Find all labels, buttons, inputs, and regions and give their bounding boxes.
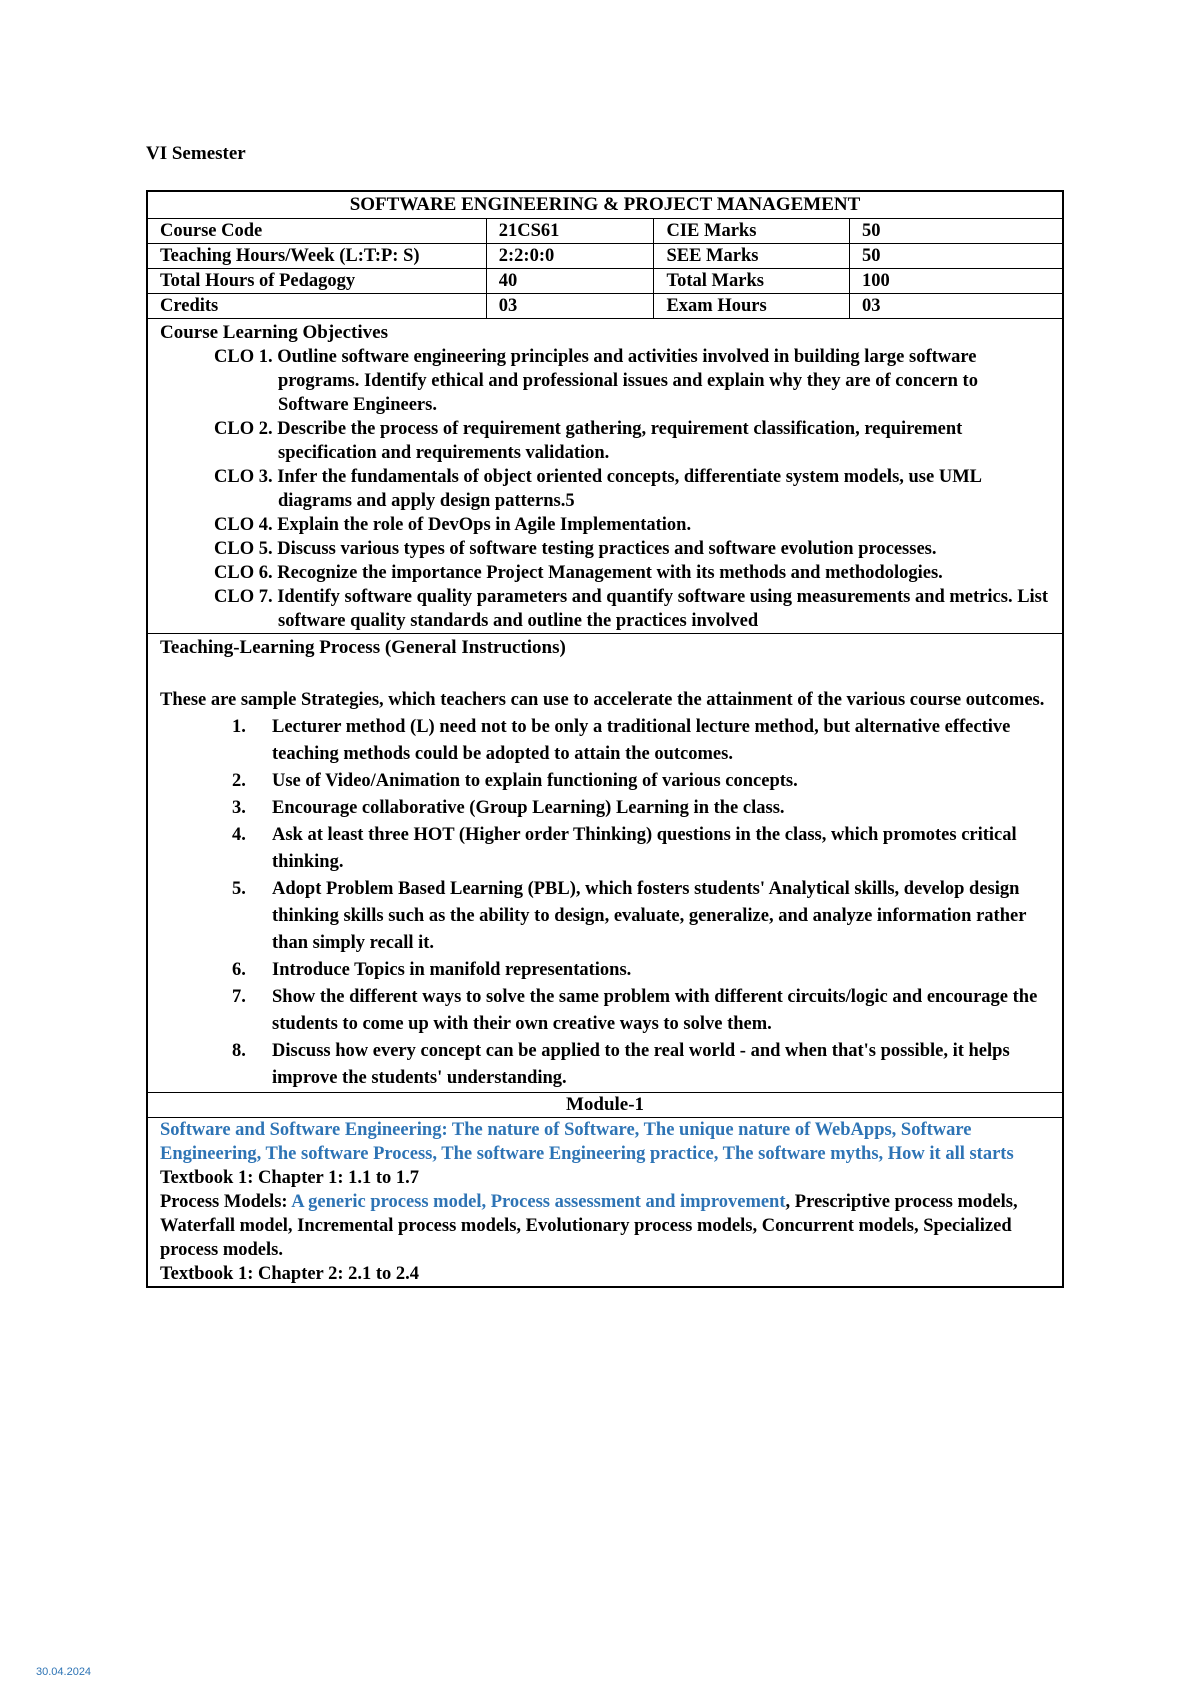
tlp-item (160, 768, 1050, 795)
info-value: 03 (486, 294, 654, 319)
tlp-text: Lecturer method (L) need not to be only a traditional lecture method, but alternative effective teaching methods could be adopted to attain the outcomes. (272, 717, 1011, 764)
clo-id: CLO 1. (214, 347, 273, 367)
clo-id: CLO 6. (214, 563, 273, 583)
clo-text: Explain the role of DevOps in Agile Implementation. (277, 515, 692, 535)
process-models (160, 1190, 1050, 1262)
info-label: SEE Marks (654, 244, 850, 269)
clo-text: Outline software engineering principles and activities involved in building large software programs. Identify ethical and professional issues and explain why they are of concern to Software Engineers. (277, 347, 978, 415)
clo-id: CLO 2. (214, 419, 273, 439)
process-models-label: Process Models: (160, 1192, 292, 1212)
info-label: Course Code (147, 219, 486, 244)
tlp-num: 7. (232, 987, 246, 1007)
info-label: Teaching Hours/Week (L:T:P: S) (147, 244, 486, 269)
info-label: Exam Hours (654, 294, 850, 319)
tlp-heading: Teaching-Learning Process (General Instructions) (160, 637, 566, 658)
info-row (147, 269, 1063, 294)
clo-id: CLO 4. (214, 515, 273, 535)
info-value: 03 (850, 294, 1063, 319)
clo-item (160, 417, 1050, 465)
info-value: 50 (850, 219, 1063, 244)
tlp-text: Use of Video/Animation to explain functioning of various concepts. (272, 771, 798, 791)
clo-id: CLO 3. (214, 467, 273, 487)
tlp-text: Introduce Topics in manifold representations. (272, 960, 632, 980)
clo-text: Discuss various types of software testing practices and software evolution processes. (277, 539, 937, 559)
footer-date: 30.04.2024 (36, 1666, 92, 1678)
info-row (147, 294, 1063, 319)
clo-list (160, 345, 1050, 633)
tlp-text: Adopt Problem Based Learning (PBL), which fosters students' Analytical skills, develop design thinking skills such as the ability to design, evaluate, generalize, and analyze information rather than simply recall it. (272, 879, 1027, 953)
info-value: 40 (486, 269, 654, 294)
info-value: 2:2:0:0 (486, 244, 654, 269)
info-value: 50 (850, 244, 1063, 269)
tlp-item (160, 1038, 1050, 1092)
clo-id: CLO 5. (214, 539, 273, 559)
module-topics: Software and Software Engineering: The nature of Software, The unique nature of WebApps, Software Engineering, The software Process, The software Engineering practice, The software myths, How it all starts (160, 1120, 1014, 1164)
tlp-text: Show the different ways to solve the same problem with different circuits/logic and encourage the students to come up with their own creative ways to solve them. (272, 987, 1038, 1034)
tlp-item (160, 714, 1050, 768)
tlp-num: 6. (232, 960, 246, 980)
tlp-section (147, 634, 1063, 1093)
tlp-item (160, 984, 1050, 1038)
clo-text: Identify software quality parameters and quantify software using measurements and metrics. List software quality standards and outline the practices involved (277, 587, 1049, 631)
info-row (147, 244, 1063, 269)
tlp-item (160, 822, 1050, 876)
tlp-item (160, 957, 1050, 984)
info-value: 21CS61 (486, 219, 654, 244)
clo-section (147, 319, 1063, 634)
tlp-num: 8. (232, 1041, 246, 1061)
clo-item (160, 345, 1050, 417)
tlp-text: Encourage collaborative (Group Learning) Learning in the class. (272, 798, 785, 818)
tlp-intro: These are sample Strategies, which teachers can use to accelerate the attainment of the various course outcomes. (160, 690, 1045, 710)
info-label: Credits (147, 294, 486, 319)
clo-item (160, 513, 1050, 537)
course-title: SOFTWARE ENGINEERING & PROJECT MANAGEMENT (147, 191, 1063, 219)
clo-item (160, 561, 1050, 585)
clo-item (160, 537, 1050, 561)
clo-item (160, 585, 1050, 633)
tlp-text: Discuss how every concept can be applied to the real world - and when that's possible, it helps improve the students' understanding. (272, 1041, 1010, 1088)
clo-heading: Course Learning Objectives (160, 322, 388, 343)
tlp-item (160, 876, 1050, 957)
syllabus-table (146, 190, 1064, 1288)
tlp-item (160, 795, 1050, 822)
clo-text: Describe the process of requirement gathering, requirement classification, requirement specification and requirements validation. (277, 419, 963, 463)
tlp-num: 2. (232, 771, 246, 791)
clo-id: CLO 7. (214, 587, 273, 607)
info-value: 100 (850, 269, 1063, 294)
info-label: Total Marks (654, 269, 850, 294)
tlp-num: 1. (232, 717, 246, 737)
tlp-text: Ask at least three HOT (Higher order Thinking) questions in the class, which promotes critical thinking. (272, 825, 1017, 872)
tlp-num: 5. (232, 879, 246, 899)
clo-item (160, 465, 1050, 513)
clo-text: Infer the fundamentals of object oriented concepts, differentiate system models, use UML diagrams and apply design patterns.5 (277, 467, 981, 511)
process-models-rest: , Prescriptive process models, Waterfall model, Incremental process models, Evolutionary process models, Concurrent models, Specialized process models. (160, 1192, 1018, 1260)
module-title: Module-1 (147, 1093, 1063, 1118)
module-body (147, 1118, 1063, 1288)
info-label: Total Hours of Pedagogy (147, 269, 486, 294)
module-reference: Textbook 1: Chapter 2: 2.1 to 2.4 (160, 1264, 420, 1284)
tlp-list (160, 714, 1050, 1092)
clo-text: Recognize the importance Project Management with its methods and methodologies. (277, 563, 943, 583)
semester-label: VI Semester (146, 143, 246, 164)
tlp-num: 3. (232, 798, 246, 818)
tlp-num: 4. (232, 825, 246, 845)
info-label: CIE Marks (654, 219, 850, 244)
info-row (147, 219, 1063, 244)
module-reference: Textbook 1: Chapter 1: 1.1 to 1.7 (160, 1168, 420, 1188)
process-models-highlight: A generic process model, Process assessment and improvement (291, 1192, 786, 1212)
